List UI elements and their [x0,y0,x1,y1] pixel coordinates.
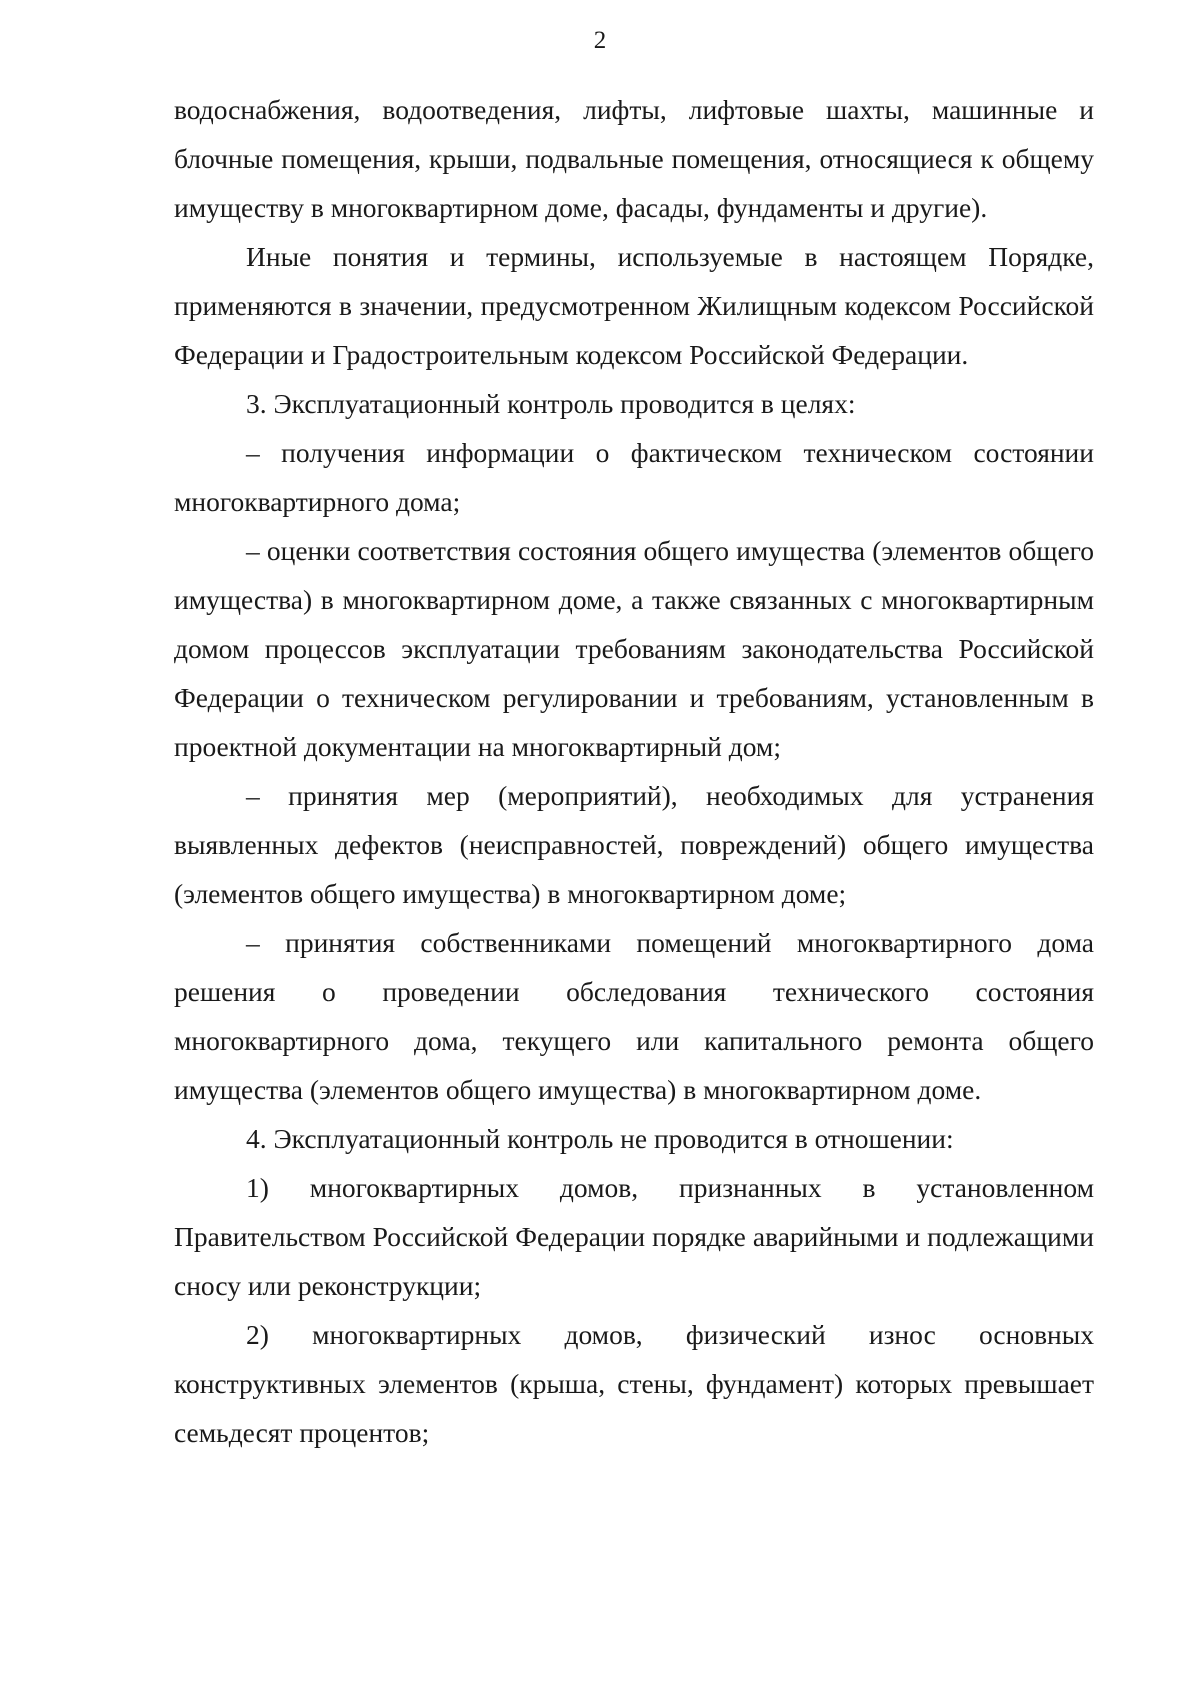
paragraph-item-4: 4. Эксплуатационный контроль не проводится в отношении: [246,1123,954,1154]
paragraph-continuation: водоснабжения, водоотведения, лифты, лифтовые шахты, машинные и блочные помещения, крыши, подвальные помещения, относящиеся к общему имуществу в многоквартирном доме, фасады, фундаменты и другие). [174,94,1094,223]
paragraph-terms: Иные понятия и термины, используемые в настоящем Порядке, применяются в значении, предусмотренном Жилищным кодексом Российской Федерации и Градостроительным кодексом Российской Федерации. [174,241,1094,370]
paragraph-exclusion-1: 1) многоквартирных домов, признанных в установленном Правительством Российской Федерации порядке аварийными и подлежащими сносу или реконструкции; [174,1172,1094,1301]
paragraph-item-3: 3. Эксплуатационный контроль проводится в целях: [246,388,856,419]
paragraph-goal-decision: – принятия собственниками помещений многоквартирного дома решения о проведении обследования технического состояния многоквартирного дома, текущего или капитального ремонта общего имущества (элементов общего имущества) в многоквартирном доме. [174,927,1094,1105]
page-number: 2 [593,27,607,54]
document-body [174,85,1094,1457]
paragraph-goal-info: – получения информации о фактическом техническом состоянии многоквартирного дома; [174,437,1094,517]
paragraph-goal-measures: – принятия мер (мероприятий), необходимых для устранения выявленных дефектов (неисправностей, повреждений) общего имущества (элементов общего имущества) в многоквартирном доме; [174,780,1094,909]
paragraph-goal-assessment: – оценки соответствия состояния общего имущества (элементов общего имущества) в многоквартирном доме, а также связанных с многоквартирным домом процессов эксплуатации требованиям законодательства Российской Федерации о техническом регулировании и требованиям, установленным в проектной документации на многоквартирный дом; [174,535,1094,762]
paragraph-exclusion-2: 2) многоквартирных домов, физический износ основных конструктивных элементов (крыша, стены, фундамент) которых превышает семьдесят процентов; [174,1319,1094,1448]
